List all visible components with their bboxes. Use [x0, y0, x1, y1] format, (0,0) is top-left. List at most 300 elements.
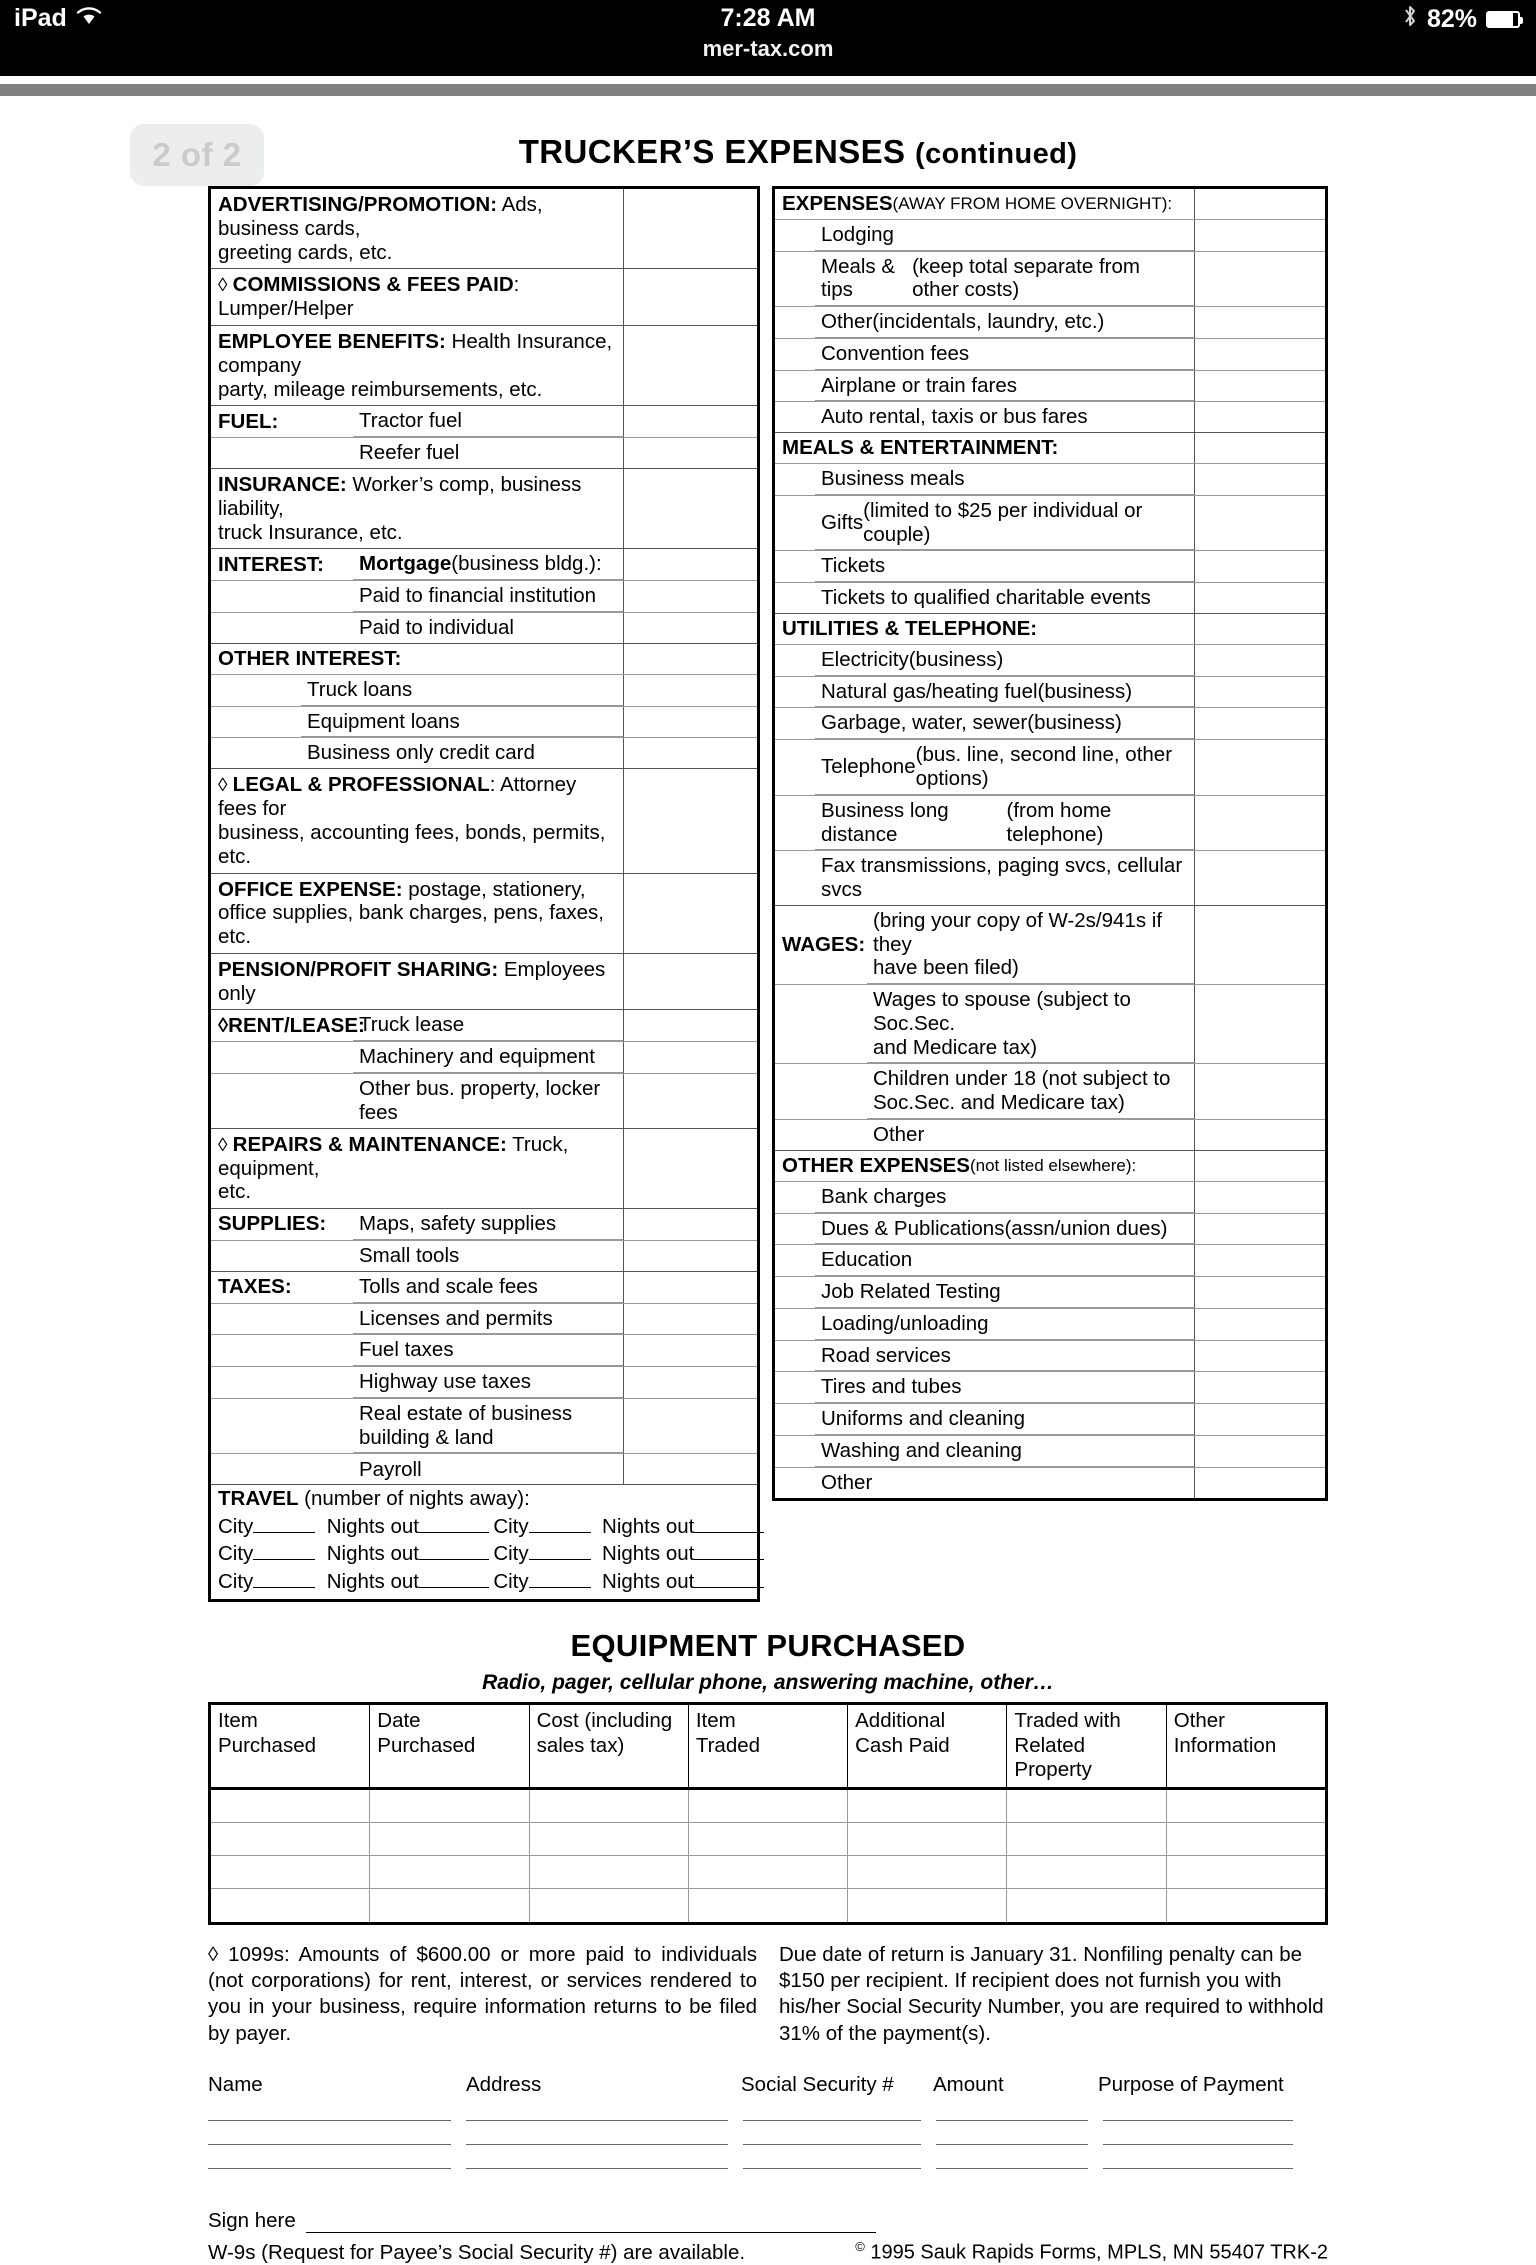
amount-input-cell[interactable] — [1194, 496, 1325, 551]
payee-input-line[interactable] — [208, 2120, 451, 2121]
expense-subitem: Job Related Testing — [815, 1277, 1194, 1308]
amount-input-cell[interactable] — [623, 1209, 757, 1240]
payee-column-header: Address — [466, 2072, 542, 2096]
expense-row — [775, 583, 1325, 613]
expense-label-line: ◊ REPAIRS & MAINTENANCE: Truck, equipment, — [218, 1132, 569, 1180]
expense-row — [775, 371, 1325, 403]
expense-row — [775, 985, 1325, 1064]
ios-status-bar — [0, 0, 1536, 76]
equipment-subtitle: Radio, pager, cellular phone, answering machine, other… — [482, 1671, 1054, 1695]
travel-nights-field[interactable]: Nights out — [591, 1572, 776, 1593]
expense-label — [211, 1129, 623, 1209]
amount-input-cell[interactable] — [1194, 645, 1325, 676]
equipment-title: EQUIPMENT PURCHASED — [570, 1628, 966, 1664]
expense-label-bold: COMMISSIONS & FEES PAID — [232, 273, 514, 297]
amount-input-cell[interactable] — [623, 581, 757, 612]
expense-subitem — [867, 1120, 1194, 1150]
amount-input-cell[interactable] — [623, 1335, 757, 1366]
expense-group — [775, 614, 1325, 906]
expense-group-header-text: OTHER EXPENSES — [782, 1153, 970, 1177]
equipment-column-header-line: Additional — [855, 1709, 946, 1733]
expense-category-label: TAXES: — [218, 1275, 292, 1299]
amount-input-cell[interactable] — [1194, 1468, 1325, 1498]
expense-label-line: PENSION/PROFIT SHARING: Employees only — [218, 957, 606, 1005]
amount-input-cell[interactable] — [1194, 1245, 1325, 1276]
amount-input-cell[interactable] — [1194, 1064, 1325, 1119]
travel-nights-field[interactable]: Nights out — [315, 1572, 493, 1593]
payee-input-line[interactable] — [936, 2120, 1088, 2121]
amount-input-cell[interactable] — [1194, 551, 1325, 582]
expense-indent-spacer — [775, 796, 815, 851]
expense-category-label — [211, 613, 353, 643]
expense-category-label — [775, 985, 867, 1063]
equipment-column-header-line: Purchased — [218, 1733, 317, 1757]
amount-input-cell[interactable] — [623, 1241, 757, 1271]
expense-row — [211, 581, 757, 613]
amount-input-cell[interactable] — [623, 1129, 757, 1209]
amount-input-cell[interactable] — [1194, 906, 1325, 984]
amount-input-cell[interactable] — [1194, 677, 1325, 708]
expense-row — [775, 1309, 1325, 1341]
expense-category-label: ◊ RENT/LEASE: — [218, 1013, 365, 1037]
expense-group — [211, 769, 757, 873]
expense-row — [211, 1074, 757, 1128]
expense-group-header-text: UTILITIES & TELEPHONE: — [782, 617, 1038, 641]
amount-input-cell[interactable] — [623, 769, 757, 872]
status-right-group — [1402, 4, 1520, 35]
expense-row — [211, 675, 757, 707]
expense-row — [211, 549, 757, 581]
amount-input-cell[interactable] — [1194, 740, 1325, 795]
amount-input-cell[interactable] — [1194, 708, 1325, 739]
travel-city-field[interactable]: City — [493, 1572, 590, 1593]
expense-row — [775, 1245, 1325, 1277]
expense-category-label — [211, 1335, 353, 1366]
diamond-icon: ◊ — [218, 775, 233, 797]
expense-subitem-line: (bring your copy of W-2s/941s if they — [873, 908, 1163, 956]
expense-row — [775, 1436, 1325, 1468]
expense-group — [211, 326, 757, 406]
page-title-main: TRUCKER’S EXPENSES — [518, 133, 906, 170]
expense-subitem: Real estate of business building & land — [353, 1399, 623, 1454]
expense-group-header-text: MEALS & ENTERTAINMENT: — [782, 436, 1059, 460]
equipment-cell[interactable] — [1167, 1790, 1325, 1822]
travel-nights-field[interactable]: Nights out — [315, 1517, 493, 1538]
amount-input-cell[interactable] — [1194, 464, 1325, 495]
expense-indent-spacer — [775, 645, 815, 676]
equipment-cell[interactable] — [370, 1823, 529, 1855]
expense-subitem: Other bus. property, locker fees — [359, 1076, 601, 1124]
amount-input-cell[interactable] — [623, 1367, 757, 1398]
payee-input-line[interactable] — [1103, 2120, 1293, 2121]
expense-row — [211, 1304, 757, 1336]
equipment-cell[interactable] — [1167, 1823, 1325, 1855]
expense-indent-spacer — [775, 551, 815, 582]
expense-label-line: EMPLOYEE BENEFITS: Health Insurance, company — [218, 330, 613, 377]
expense-subitem: Fuel taxes — [353, 1335, 623, 1366]
travel-city-field[interactable]: City — [218, 1544, 315, 1565]
page-title-continued: (continued) — [915, 138, 1078, 170]
payee-input-line[interactable] — [936, 2144, 1088, 2145]
expense-subitem — [867, 906, 1194, 984]
expense-subitem: Auto rental, taxis or bus fares — [821, 405, 1088, 429]
expense-row — [775, 551, 1325, 583]
expense-row-header — [775, 189, 1325, 220]
travel-row — [218, 1569, 749, 1593]
equipment-column-header-line: Purchased — [377, 1733, 476, 1757]
expense-label-line: INSURANCE: Worker’s comp, business liability, — [218, 473, 582, 520]
expense-indent-spacer — [775, 371, 815, 402]
travel-city-field[interactable]: City — [493, 1517, 590, 1538]
expense-indent-spacer — [211, 707, 301, 738]
equipment-cell[interactable] — [1007, 1856, 1166, 1888]
amount-input-cell[interactable] — [623, 1272, 757, 1303]
expense-row-header — [775, 1151, 1325, 1182]
expense-row — [211, 438, 757, 468]
amount-input-cell[interactable] — [623, 1010, 757, 1041]
amount-input-cell[interactable] — [1194, 614, 1325, 644]
amount-input-cell[interactable] — [623, 707, 757, 738]
amount-input-cell[interactable] — [1194, 252, 1325, 307]
amount-input-cell[interactable] — [1194, 1404, 1325, 1435]
amount-input-cell[interactable] — [623, 438, 757, 468]
equipment-cell[interactable] — [1167, 1856, 1325, 1888]
equipment-cell[interactable] — [370, 1856, 529, 1888]
signature-input-line[interactable] — [306, 2218, 876, 2233]
amount-input-cell[interactable] — [623, 189, 757, 268]
expense-label-bold: OFFICE EXPENSE: — [218, 877, 403, 901]
equipment-cell[interactable] — [211, 1856, 370, 1888]
page-indicator-badge: 2 of 2 — [130, 124, 264, 186]
browser-toolbar-strip — [0, 84, 1536, 96]
expense-subitem: Payroll — [359, 1457, 422, 1481]
expense-row — [775, 1277, 1325, 1309]
document-page — [0, 100, 1536, 2264]
expense-label — [211, 469, 623, 548]
amount-input-cell[interactable] — [623, 954, 757, 1010]
equipment-column-header-line: Cost (including — [536, 1709, 673, 1733]
copyright-notice — [855, 2239, 1328, 2265]
expense-indent-spacer — [775, 339, 815, 370]
travel-city-field[interactable]: City — [218, 1517, 315, 1538]
expense-row — [211, 738, 757, 768]
equipment-column-header — [370, 1705, 529, 1787]
expense-row — [775, 796, 1325, 852]
expense-row — [211, 1272, 757, 1304]
expense-group — [211, 874, 757, 954]
expense-subitem: Dues & Publications (assn/union dues) — [815, 1214, 1194, 1245]
expense-group — [211, 406, 757, 469]
amount-input-cell[interactable] — [1194, 402, 1325, 432]
payee-input-line[interactable] — [466, 2144, 728, 2145]
expense-subitem: Business meals — [815, 464, 1194, 495]
amount-input-cell[interactable] — [1194, 339, 1325, 370]
amount-input-cell[interactable] — [1194, 1182, 1325, 1213]
expense-category-label — [775, 1064, 867, 1119]
chrome-spacer-top — [0, 76, 1536, 84]
equipment-column-header-line: Date — [377, 1709, 421, 1733]
amount-input-cell[interactable] — [1194, 220, 1325, 251]
amount-input-cell[interactable] — [623, 675, 757, 706]
expense-subitem-line: Children under 18 (not subject to — [873, 1067, 1171, 1091]
expense-label — [211, 874, 623, 953]
travel-nights-field[interactable]: Nights out — [315, 1544, 493, 1565]
equipment-cell[interactable] — [530, 1823, 689, 1855]
equipment-cell[interactable] — [848, 1790, 1007, 1822]
equipment-cell[interactable] — [211, 1823, 370, 1855]
amount-input-cell[interactable] — [1194, 433, 1325, 463]
note-due-date: Due date of return is January 31. Nonfiling penalty can be $150 per recipient. If recipient does not furnish you with his/her Social Security Number, you are required to withhold 31% of the payment(s). — [779, 1942, 1324, 2045]
expense-subitem: Licenses and permits — [353, 1304, 623, 1335]
expense-row — [211, 1335, 757, 1367]
expense-label-line: ◊ LEGAL & PROFESSIONAL: Attorney fees for — [218, 773, 577, 821]
expense-indent-spacer — [775, 1182, 815, 1213]
travel-city-field[interactable]: City — [493, 1544, 590, 1565]
amount-input-cell[interactable] — [623, 1042, 757, 1073]
expense-label-bold: REPAIRS & MAINTENANCE: — [232, 1132, 507, 1156]
payee-table — [208, 2073, 1328, 2169]
equipment-cell[interactable] — [211, 1790, 370, 1822]
equipment-cell[interactable] — [370, 1889, 529, 1922]
expense-row — [775, 906, 1325, 985]
amount-input-cell[interactable] — [1194, 985, 1325, 1063]
expense-category-label — [775, 1120, 867, 1150]
amount-input-cell[interactable] — [1194, 796, 1325, 851]
expense-subitem: Tickets — [815, 551, 1194, 582]
amount-input-cell[interactable] — [623, 469, 757, 548]
equipment-cell[interactable] — [370, 1790, 529, 1822]
expense-subitem-note: (business) — [1027, 711, 1122, 735]
expense-subitem-line: have been filed) — [873, 956, 1019, 980]
amount-input-cell[interactable] — [623, 326, 757, 405]
amount-input-cell[interactable] — [1194, 1309, 1325, 1340]
expense-row — [211, 954, 757, 1010]
expense-row — [211, 1367, 757, 1399]
equipment-column-header — [1167, 1705, 1325, 1787]
equipment-row — [211, 1856, 1325, 1889]
travel-nights-field[interactable]: Nights out — [591, 1544, 776, 1565]
expense-label — [211, 269, 623, 325]
amount-input-cell[interactable] — [623, 613, 757, 643]
amount-input-cell[interactable] — [623, 1304, 757, 1335]
amount-input-cell[interactable] — [623, 1074, 757, 1128]
amount-input-cell[interactable] — [1194, 1372, 1325, 1403]
expense-label-line: OFFICE EXPENSE: postage, stationery, — [218, 877, 586, 901]
equipment-column-header — [530, 1705, 689, 1787]
expense-label-bold: PENSION/PROFIT SHARING: — [218, 957, 499, 981]
amount-input-cell[interactable] — [1194, 189, 1325, 219]
amount-input-cell[interactable] — [623, 874, 757, 953]
expense-label-line: etc. — [218, 1180, 252, 1204]
expense-subitem-line: Wages to spouse (subject to Soc.Sec. — [873, 988, 1131, 1035]
payee-input-line[interactable] — [743, 2168, 921, 2169]
payee-column-header: Purpose of Payment — [1098, 2072, 1284, 2096]
expense-group — [211, 469, 757, 549]
amount-input-cell[interactable] — [623, 738, 757, 768]
expense-row — [775, 1468, 1325, 1498]
expense-row — [211, 613, 757, 643]
amount-input-cell[interactable] — [623, 269, 757, 325]
expense-group-header-text: EXPENSES — [782, 192, 893, 215]
expense-row — [775, 645, 1325, 677]
expense-row — [211, 1454, 757, 1484]
expense-subitem-note: (bus. line, second line, other options) — [915, 743, 1173, 791]
expense-group — [775, 189, 1325, 433]
equipment-cell[interactable] — [689, 1889, 848, 1922]
expense-category-label — [211, 438, 353, 468]
payee-table-header — [208, 2073, 1328, 2097]
expense-row-header — [775, 433, 1325, 464]
expense-group — [211, 1272, 757, 1486]
expense-subitem: Meals & tips (keep total separate from other costs) — [815, 252, 1194, 307]
expense-row — [211, 269, 757, 325]
equipment-cell[interactable] — [530, 1790, 689, 1822]
expense-subitem-note: (business) — [908, 647, 1004, 671]
expense-subitem: Bank charges — [815, 1182, 1194, 1213]
expense-row — [211, 469, 757, 548]
expense-label-line: ◊ COMMISSIONS & FEES PAID: Lumper/Helper — [218, 273, 520, 321]
equipment-column-header-line: Cash Paid — [855, 1733, 950, 1757]
expense-row — [211, 1129, 757, 1209]
amount-input-cell[interactable] — [1194, 583, 1325, 613]
travel-group — [211, 1485, 757, 1599]
expense-row — [211, 769, 757, 872]
expense-subitem: Fax transmissions, paging svcs, cellular svcs — [821, 854, 1183, 902]
equipment-cell[interactable] — [211, 1889, 370, 1922]
expense-table-right — [772, 186, 1328, 1501]
note-1099s: ◊ 1099s: Amounts of $600.00 or more paid to individuals (not corporations) for rent, interest, or services rendered to you in your business, require information returns to be filed by payer. — [208, 1942, 757, 2045]
amount-input-cell[interactable] — [1194, 1151, 1325, 1181]
travel-heading: TRAVEL (number of nights away): — [218, 1487, 530, 1511]
equipment-cell[interactable] — [1167, 1889, 1325, 1922]
payee-input-line[interactable] — [1103, 2168, 1293, 2169]
amount-input-cell[interactable] — [1194, 851, 1325, 905]
amount-input-cell[interactable] — [623, 1454, 757, 1484]
expense-category-label: INTEREST: — [218, 552, 324, 576]
expense-label-line: business, accounting fees, bonds, permits, etc. — [218, 821, 606, 868]
amount-input-cell[interactable] — [623, 549, 757, 580]
expense-group — [211, 1010, 757, 1128]
amount-input-cell[interactable] — [1194, 1277, 1325, 1308]
expense-subitem: Equipment loans — [301, 707, 623, 738]
expense-indent-spacer — [775, 1341, 815, 1372]
equipment-cell[interactable] — [848, 1889, 1007, 1922]
expense-subitem: Natural gas/heating fuel (business) — [815, 677, 1194, 708]
expense-subitem-note: (limited to $25 per individual or couple) — [863, 498, 1143, 546]
amount-input-cell[interactable] — [623, 1399, 757, 1454]
travel-nights-field[interactable]: Nights out — [591, 1517, 776, 1538]
travel-row — [218, 1544, 749, 1565]
expense-group — [211, 644, 757, 769]
expense-subitem-note: (from home telephone) — [1006, 798, 1112, 846]
expense-subitem-note: (keep total separate from other costs) — [912, 254, 1140, 302]
equipment-column-header-line: Information — [1173, 1733, 1277, 1757]
expense-group — [211, 1129, 757, 1210]
payee-input-line[interactable] — [466, 2168, 728, 2169]
equipment-cell[interactable] — [1007, 1823, 1166, 1855]
equipment-cell[interactable] — [1007, 1790, 1166, 1822]
equipment-cell[interactable] — [848, 1856, 1007, 1888]
expense-indent-spacer — [775, 583, 815, 613]
copyright-symbol: © — [855, 2239, 865, 2255]
payee-input-line[interactable] — [466, 2120, 728, 2121]
payee-input-line[interactable] — [743, 2144, 921, 2145]
travel-heading-bold: TRAVEL — [218, 1487, 299, 1511]
diamond-icon: ◊ — [218, 1134, 233, 1156]
amount-input-cell[interactable] — [1194, 1436, 1325, 1467]
amount-input-cell[interactable] — [623, 644, 757, 674]
expense-subitem — [867, 1064, 1194, 1119]
equipment-cell[interactable] — [530, 1889, 689, 1922]
expense-subitem: Business only credit card — [307, 741, 535, 765]
expense-row — [775, 851, 1325, 905]
expense-row — [775, 1372, 1325, 1404]
expense-subitem: Other (incidentals, laundry, etc.) — [815, 307, 1194, 338]
expense-row — [211, 1042, 757, 1074]
expense-row — [775, 708, 1325, 740]
device-label: iPad — [14, 4, 67, 32]
expense-group-header — [211, 644, 623, 674]
equipment-cell[interactable] — [689, 1823, 848, 1855]
amount-input-cell[interactable] — [623, 406, 757, 437]
expense-indent-spacer — [775, 708, 815, 739]
travel-city-field[interactable]: City — [218, 1572, 315, 1593]
payee-input-line[interactable] — [208, 2144, 451, 2145]
expense-row — [775, 1120, 1325, 1150]
expense-indent-spacer — [775, 307, 815, 338]
expense-subitem: Truck loans — [301, 675, 623, 706]
expense-row — [775, 677, 1325, 709]
signature-line-row — [208, 2209, 1328, 2233]
equipment-cell[interactable] — [689, 1856, 848, 1888]
amount-input-cell[interactable] — [1194, 371, 1325, 402]
payee-row — [208, 2168, 1328, 2169]
equipment-column-header-line: Other — [1173, 1709, 1225, 1733]
amount-input-cell[interactable] — [1194, 1341, 1325, 1372]
expense-label-line: ADVERTISING/PROMOTION: Ads, business cards, — [218, 193, 543, 240]
expense-row — [775, 1341, 1325, 1373]
expense-row — [211, 1399, 757, 1455]
expense-row — [211, 1010, 757, 1042]
expense-subitem: Paid to financial institution — [353, 581, 623, 612]
payee-input-line[interactable] — [936, 2168, 1088, 2169]
expense-group — [211, 549, 757, 644]
equipment-cell[interactable] — [1007, 1889, 1166, 1922]
expense-group-header — [775, 614, 1194, 644]
expense-indent-spacer — [775, 1372, 815, 1403]
diamond-icon: ◊ — [218, 1013, 229, 1037]
equipment-cell[interactable] — [530, 1856, 689, 1888]
expense-subitem-bold: Mortgage — [359, 552, 452, 576]
expense-indent-spacer — [775, 252, 815, 307]
bluetooth-icon — [1402, 4, 1418, 35]
expense-category-label — [211, 1304, 353, 1335]
amount-input-cell[interactable] — [1194, 1120, 1325, 1150]
amount-input-cell[interactable] — [1194, 1214, 1325, 1245]
payee-row — [208, 2144, 1328, 2145]
payee-input-line[interactable] — [743, 2120, 921, 2121]
equipment-cell[interactable] — [689, 1790, 848, 1822]
equipment-cell[interactable] — [848, 1823, 1007, 1855]
expense-subitem-line: and Medicare tax) — [873, 1035, 1038, 1059]
amount-input-cell[interactable] — [1194, 307, 1325, 338]
payee-input-line[interactable] — [208, 2168, 451, 2169]
expense-indent-spacer — [211, 675, 301, 706]
expense-row — [211, 1209, 757, 1241]
payee-column-header: Social Security # — [741, 2072, 894, 2096]
payee-column-header: Name — [208, 2072, 263, 2096]
payee-input-line[interactable] — [1103, 2144, 1293, 2145]
